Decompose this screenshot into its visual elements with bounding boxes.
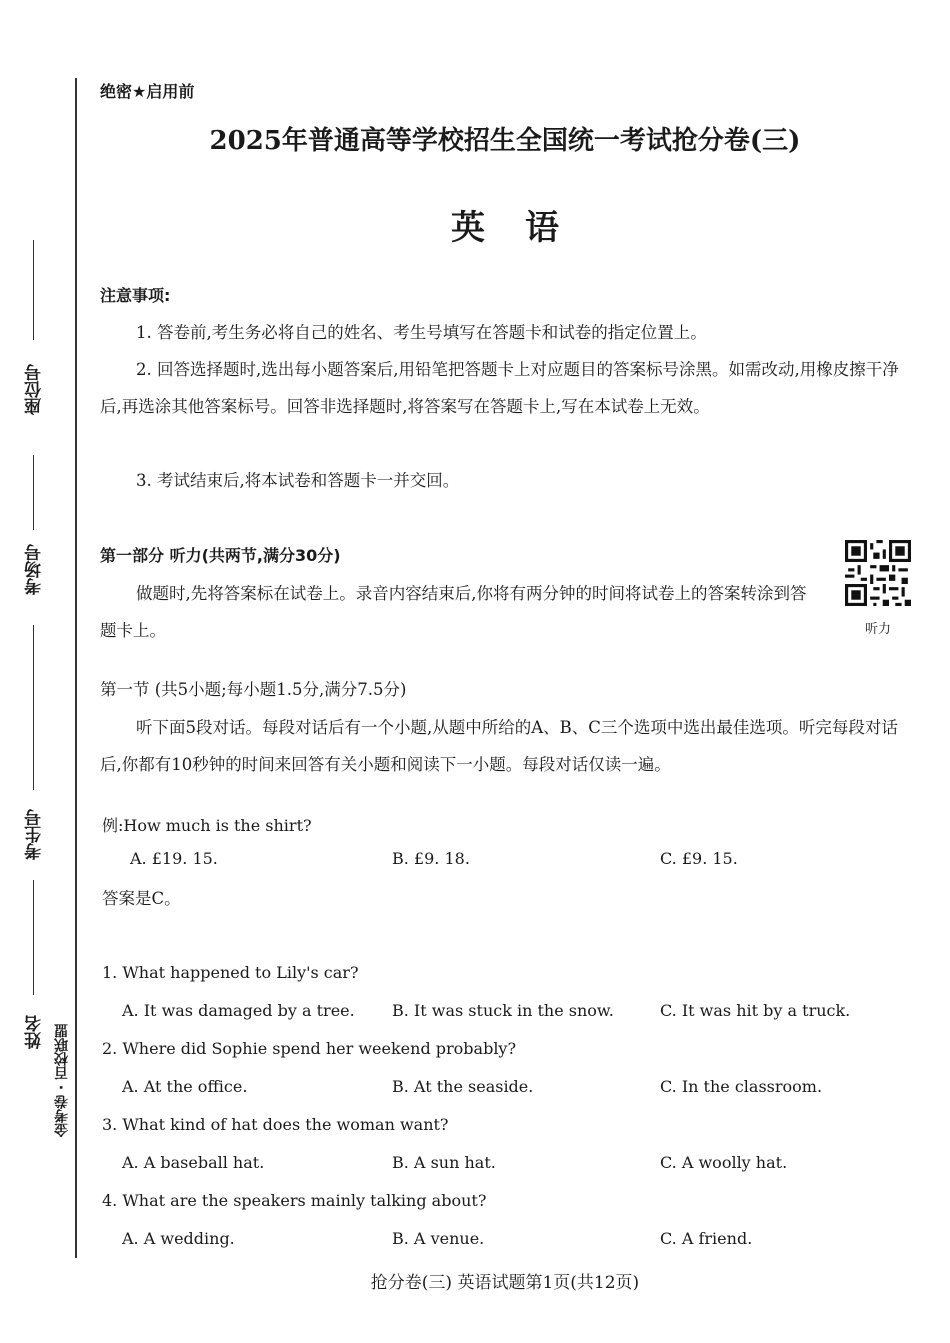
subject-title: 英语 [451, 208, 599, 248]
seat-label: 座位号 [25, 364, 45, 416]
name-underline [33, 880, 34, 995]
q4-option-a: A. A wedding. [122, 1229, 235, 1248]
q2-option-a: A. At the office. [122, 1077, 248, 1096]
example-option-b: B. £9. 18. [392, 849, 470, 868]
example-answer: 答案是C。 [102, 889, 181, 908]
question-4: 4. What are the speakers mainly talking about? [102, 1191, 487, 1210]
q3-option-a: A. A baseball hat. [122, 1153, 265, 1172]
section1-heading: 第一节 (共5小题;每小题1.5分,满分7.5分) [100, 680, 407, 699]
notice-heading: 注意事项: [100, 286, 171, 305]
notice-item-3: 3. 考试结束后,将本试卷和答题卡一并交回。 [136, 471, 460, 490]
room-underline [33, 455, 34, 530]
question-2: 2. Where did Sophie spend her weekend probably? [102, 1039, 517, 1058]
name-label: 姓名 [25, 1015, 45, 1050]
page-footer: 抢分卷(三) 英语试题第1页(共12页) [370, 1273, 640, 1293]
qr-code-icon[interactable] [845, 540, 911, 606]
question-1: 1. What happened to Lily's car? [102, 963, 359, 982]
exam-no-underline [33, 625, 34, 790]
q1-option-b: B. It was stuck in the snow. [392, 1001, 614, 1020]
exam-no-label: 考生号 [25, 809, 45, 861]
example-option-a: A. £19. 15. [130, 849, 218, 868]
notice-item-2: 2. 回答选择题时,选出每小题答案后,用铅笔把答题卡上对应题目的答案标号涂黑。如需改动,用橡皮擦干净后,再选涂其他答案标号。回答非选择题时,将答案写在答题卡上,写在本试卷上无效。 [100, 360, 899, 416]
qr-label: 听力 [864, 622, 891, 637]
exam-title: 2025年普通高等学校招生全国统一考试抢分卷(三) [209, 126, 801, 156]
q3-option-c: C. A woolly hat. [660, 1153, 788, 1172]
q2-option-b: B. At the seaside. [392, 1077, 534, 1096]
q3-option-b: B. A sun hat. [392, 1153, 496, 1172]
part1-intro: 做题时,先将答案标在试卷上。录音内容结束后,你将有两分钟的时间将试卷上的答案转涂到答题卡上。 [100, 584, 807, 640]
room-label: 考场号 [25, 544, 45, 596]
example-option-c: C. £9. 15. [660, 849, 738, 868]
question-3: 3. What kind of hat does the woman want? [102, 1115, 449, 1134]
seat-underline [33, 240, 34, 340]
q1-option-c: C. It was hit by a truck. [660, 1001, 851, 1020]
part1-heading: 第一部分 听力(共两节,满分30分) [100, 546, 341, 565]
q1-option-a: A. It was damaged by a tree. [122, 1001, 355, 1020]
alliance-label: 金考卷 · 百校联盟 [54, 1023, 70, 1137]
confidential-mark: 绝密★启用前 [100, 82, 195, 101]
q4-option-b: B. A venue. [392, 1229, 485, 1248]
section1-intro: 听下面5段对话。每段对话后有一个小题,从题中所给的A、B、C三个选项中选出最佳选项。听完每段对话后,你都有10秒钟的时间来回答有关小题和阅读下一小题。每段对话仅读一遍。 [100, 718, 898, 774]
example-question: 例:How much is the shirt? [102, 816, 312, 835]
q4-option-c: C. A friend. [660, 1229, 753, 1248]
notice-item-1: 1. 答卷前,考生务必将自己的姓名、考生号填写在答题卡和试卷的指定位置上。 [136, 323, 707, 342]
q2-option-c: C. In the classroom. [660, 1077, 823, 1096]
